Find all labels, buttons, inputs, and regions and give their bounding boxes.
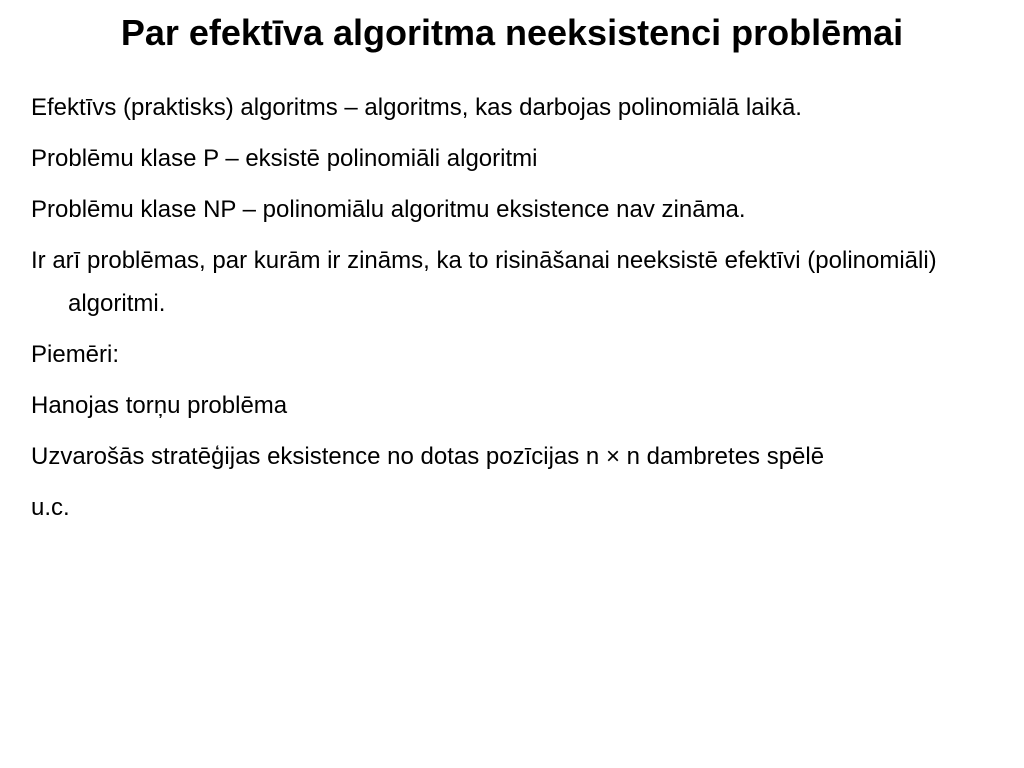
paragraph-no-efficient-algorithms: Ir arī problēmas, par kurām ir zināms, ka to risināšanai neeksistē efektīvi (polinomiāli) algoritmi. <box>31 247 937 317</box>
paragraph-checkers-strategy: Uzvarošās stratēģijas eksistence no dotas pozīcijas n × n dambretes spēlē <box>31 443 825 470</box>
paragraph-class-np: Problēmu klase NP – polinomiālu algoritmu eksistence nav zināma. <box>31 196 746 223</box>
paragraph-etc: u.c. <box>31 494 70 521</box>
paragraph-hanoi: Hanojas torņu problēma <box>31 392 288 419</box>
paragraph-examples-heading: Piemēri: <box>31 341 120 368</box>
paragraph-class-p: Problēmu klase P – eksistē polinomiāli algoritmi <box>31 145 538 172</box>
paragraph-efficient-algorithm: Efektīvs (praktisks) algoritms – algoritms, kas darbojas polinomiālā laikā. <box>31 94 802 121</box>
slide-body <box>31 86 991 537</box>
slide-title: Par efektīva algoritma neeksistenci problēmai <box>120 12 904 53</box>
